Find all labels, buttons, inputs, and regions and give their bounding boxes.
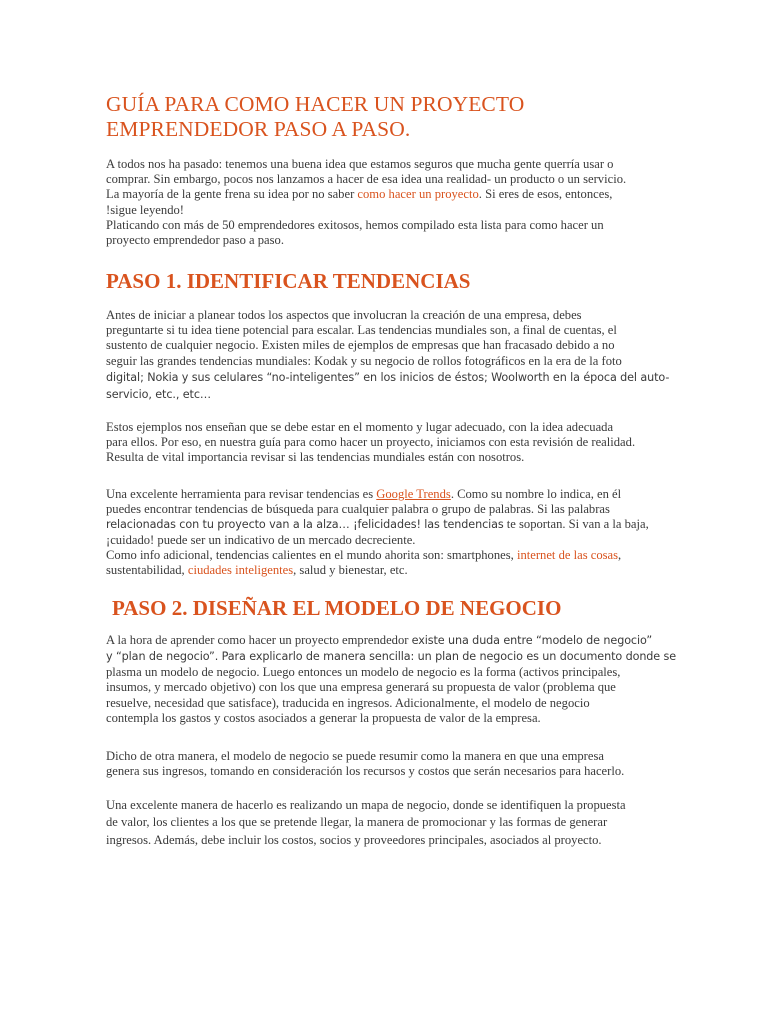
text-line: contempla los gastos y costos asociados a generar la propuesta de valor de la empresa. [106, 710, 541, 725]
link-ciudades-inteligentes[interactable]: ciudades inteligentes [187, 563, 294, 578]
text-line: Una excelente manera de hacerlo es realizando un mapa de negocio, donde se identifiquen la propuesta [106, 798, 626, 812]
text-fragment: sustentabilidad, [106, 563, 188, 578]
text-line: !sigue leyendo! [106, 202, 184, 217]
text-fragment: Una excelente herramienta para revisar tendencias es [106, 487, 377, 501]
text-line: ingresos. Además, debe incluir los costos, socios y proveedores principales, asociados al proyecto. [106, 832, 602, 847]
text-line: sustento de cualquier negocio. Existen miles de ejemplos de empresas que han fracasado debido a no [106, 338, 615, 353]
text-fragment: te soportan. Si van a la baja, [503, 517, 649, 532]
text-line [106, 487, 666, 502]
text-line [106, 517, 666, 532]
heading-paso-1: PASO 1. IDENTIFICAR TENDENCIAS [106, 269, 471, 293]
text-fragment: . Si eres de esos, entonces, [478, 187, 613, 202]
text-fragment: Como info adicional, tendencias calientes en el mundo ahorita son: smartphones, [106, 547, 517, 562]
text-line: ¡cuidado! puede ser un indicativo de un mercado decreciente. [106, 532, 416, 547]
text-line: servicio, etc., etc… [106, 387, 211, 401]
text-line: Antes de iniciar a planear todos los aspectos que involucran la creación de una empresa, debes [106, 308, 582, 322]
text-line [106, 563, 666, 578]
text-line: preguntarte si tu idea tiene potencial para escalar. Las tendencias mundiales son, a final de cuentas, el [106, 323, 617, 338]
title-line-1: GUÍA PARA COMO HACER UN PROYECTO [106, 92, 525, 116]
paso2-paragraph-2 [106, 749, 666, 779]
text-line: digital; Nokia y sus celulares “no-inteligentes” en los inicios de éstos; Woolworth en la época del auto- [106, 370, 670, 384]
text-line [106, 187, 666, 202]
text-line [106, 548, 666, 563]
paso1-paragraph-1 [106, 308, 670, 403]
title-line-2: EMPRENDEDOR PASO A PASO. [106, 117, 411, 141]
text-line: Resulta de vital importancia revisar si las tendencias mundiales están con nosotros. [106, 450, 525, 465]
paso1-paragraph-2 [106, 420, 666, 466]
paso1-paragraph-3 [106, 487, 666, 578]
text-line: comprar. Sin embargo, pocos nos lanzamos a hacer de esa idea una realidad- un producto o un servicio. [106, 172, 627, 187]
text-line: Estos ejemplos nos enseñan que se debe estar en el momento y lugar adecuado, con la idea adecuada [106, 420, 614, 434]
text-fragment: La mayoría de la gente frena su idea por no saber [106, 187, 358, 202]
link-internet-de-las-cosas[interactable]: internet de las cosas [516, 547, 619, 562]
text-line: insumos, y mercado objetivo) con los que una empresa generará su propuesta de valor (problema que [106, 680, 616, 695]
text-line: puedes encontrar tendencias de búsqueda para cualquier palabra o grupo de palabras. Si las palabras [106, 502, 610, 517]
text-line: proyecto emprendedor paso a paso. [106, 233, 284, 248]
text-line: de valor, los clientes a los que se pretende llegar, la manera de promocionar y las formas de generar [106, 815, 608, 830]
page-title [106, 92, 666, 142]
text-line: plasma un modelo de negocio. Luego entonces un modelo de negocio es la forma (activos principales, [106, 665, 621, 680]
text-fragment: . Como su nombre lo indica, en él [450, 487, 622, 501]
text-line: Platicando con más de 50 emprendedores exitosos, hemos compilado esta lista para como hacer un [106, 217, 604, 232]
heading-paso-2: PASO 2. DISEÑAR EL MODELO DE NEGOCIO [112, 596, 562, 620]
text-line: Dicho de otra manera, el modelo de negocio se puede resumir como la manera en que una empresa [106, 749, 604, 763]
text-fragment: , salud y bienestar, etc. [293, 563, 408, 578]
paso2-paragraph-3 [106, 797, 666, 849]
text-line [106, 633, 666, 648]
text-fragment: A la hora de aprender como hacer un proyecto emprendedor [106, 633, 412, 647]
text-line: genera sus ingresos, tomando en consideración los recursos y costos que serán necesarios para hacerlo. [106, 764, 625, 779]
text-line: y “plan de negocio”. Para explicarlo de manera sencilla: un plan de negocio es un documento donde se [106, 650, 677, 664]
text-fragment: , [618, 547, 622, 562]
link-como-hacer-un-proyecto[interactable]: como hacer un proyecto [357, 187, 479, 202]
text-line: resuelve, necesidad que satisface), traducida en ingresos. Adicionalmente, el modelo de negocio [106, 695, 590, 710]
paso2-paragraph-1 [106, 633, 677, 726]
intro-paragraph [106, 157, 666, 248]
link-google-trends[interactable]: Google Trends [376, 487, 451, 501]
text-fragment: existe una duda entre “modelo de negocio” [411, 634, 653, 647]
text-line: A todos nos ha pasado: tenemos una buena idea que estamos seguros que mucha gente querría usar o [106, 157, 614, 171]
text-line: para ellos. Por eso, en nuestra guía para como hacer un proyecto, iniciamos con esta revisión de realidad. [106, 435, 636, 450]
text-line: seguir las grandes tendencias mundiales: Kodak y su negocio de rollos fotográficos en la era de la foto [106, 353, 622, 368]
text-fragment: relacionadas con tu proyecto van a la alza… ¡felicidades! las tendencias [106, 518, 504, 532]
